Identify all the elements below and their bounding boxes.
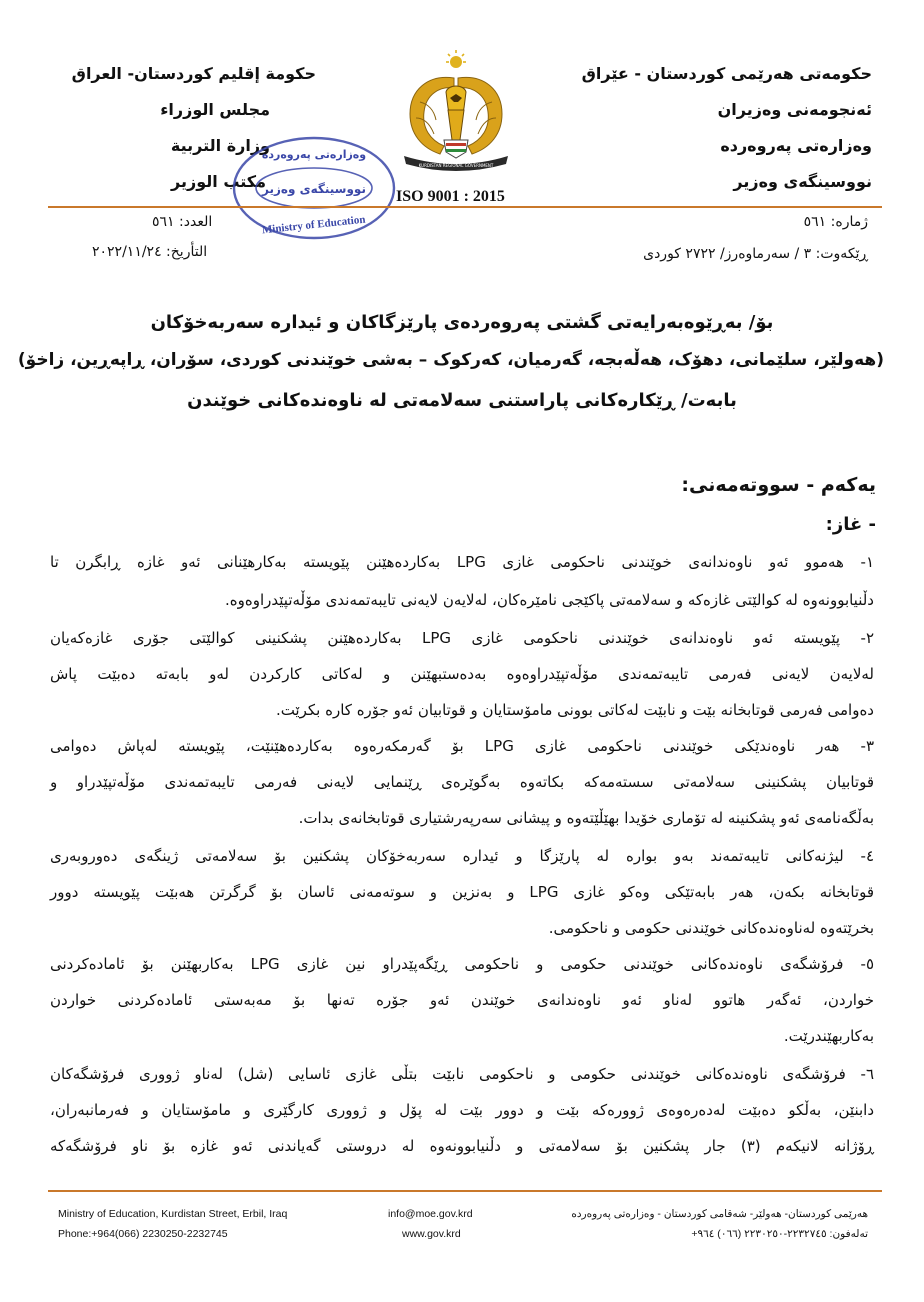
header-arabic-line: مجلس الوزراء [160, 100, 270, 119]
kurdistan-emblem-icon [388, 48, 524, 178]
header-arabic-line: وزارة التربية [170, 136, 270, 155]
paragraph-line: ٦- فرۆشگەی ناوەندەکانی خوێندنی حکومی و ناحکومی نابێت بتڵی غازی ئاسایی (شل) لەناو ژووری فرۆشگەکان [50, 1065, 874, 1083]
stamp-middle-text: نووسینگەی وەزیر [262, 182, 366, 196]
paragraph-line: ڕۆژانە لانیکەم (٣) جار پشکنین بۆ سەلامەتی و دڵنیابوونەوە لە دروستی گەیاندنی ئەو غازە بۆ ناو فرۆشگەکە [50, 1137, 874, 1155]
paragraph-line: بخرێتەوە لەناوەندەکانی خوێندنی حکومی و ناحکومی. [548, 919, 874, 937]
reference-date-ar: التأريخ: ٢٠٢٢/١١/٢٤ [92, 244, 208, 260]
paragraph-line: بەڵگەنامەی ئەو پشکنینە لە تۆماری خۆیدا بهێڵێتەوە و پیشانی سەرپەرشتیاری قوتابخانەی بدات. [298, 809, 874, 827]
subsection-title: - غاز: [825, 514, 876, 535]
subject-line: بابەت/ ڕێکارەکانی پاراستنی سەلامەتی لە ناوەندەکانی خوێندن [187, 390, 737, 411]
paragraph-line: ٥- فرۆشگەی ناوەندەکانی خوێندنی حکومی و ناحکومی ڕێگەپێدراو نین غازی LPG بەکاربهێنن بۆ ئامادەکردنی [50, 955, 875, 973]
header-arabic-line: مكتب الوزير [171, 172, 266, 191]
iso-certification: ISO 9001 : 2015 [396, 188, 505, 205]
header-kurdish-line: وەزارەتی پەروەردە [720, 136, 872, 155]
section-title: یەکەم - سووتەمەنی: [681, 474, 876, 496]
paragraph-line: ٣- هەر ناوەندێکی خوێندنی ناحکومی غازی LPG بۆ گەرمکەرەوە بەکاردەهێنێت، پێویستە لەپاش دەوامی [50, 737, 874, 755]
paragraph-line: دەوامی فەرمی قوتابخانە بێت و نابێت لەکاتی بوونی مامۆستایان و قوتابیان ئەو جۆرە کارە بکرێت. [275, 701, 874, 719]
paragraph-line: قوتابیان پشکنینی سەلامەتی سستەمەکە بکاتەوە بەگوێرەی ڕێنمایی لایەنی فەرمی تایبەتمەندی مۆڵەتپێدراو و [50, 773, 874, 791]
paragraph-line: لەلایەن لایەنی فەرمی تایبەتمەندی مۆڵەتپێدراوەوە بەدەستبهێنن و لەکاتی کارکردن لەو بابەتە دەبێت پاش [50, 665, 874, 683]
stamp-top-text: وەزارەتی پەروەردە [261, 148, 367, 161]
footer-phone-en: Phone:+964(066) 2230250-2232745 [58, 1228, 228, 1240]
header-kurdish-line: حکومەتی هەرێمی کوردستان - عێراق [581, 64, 872, 83]
paragraph-line: دابنێن، بەڵکو دەبێت لەدەرەوەی ژوورەکە بێت و دوور بێت لە پۆل و ژووری کارگێری و مامۆستایان و فەرمانبەران، [50, 1101, 874, 1119]
footer-website[interactable]: www.gov.krd [402, 1228, 461, 1240]
reference-number-ar: العدد: ٥٦١ [152, 214, 213, 230]
header-arabic-line: حكومة إقليم كوردستان- العراق [71, 64, 316, 83]
paragraph-line: ٤- لیژنەکانی تایبەتمەند بەو بوارە لە پارێزگا و ئیدارە سەربەخۆکان پشکنین بۆ سەلامەتی ژینگەی دەوروبەری [50, 847, 874, 865]
paragraph-line: دڵنیابوونەوە لە کوالێتی غازەکە و سەلامەتی پاکێجی نامێرەکان، لەلایەن لایەنی تایبەتمەندی مۆڵەتپێدراوەوە. [225, 591, 874, 609]
paragraph-line: قوتابخانە بکەن، هەر بابەتێکی وەکو غازی LPG و بەنزین و سوتەمەنی ئاسان بۆ گرگرتن هەبێت پێویستە دوور [50, 883, 875, 901]
header-kurdish-line: نووسینگەی وەزیر [733, 172, 872, 191]
paragraph-line: ٢- پێویستە ئەو ناوەندانەی خوێندنی ناحکومی غازی LPG بەکاردەهێنن پشکنینی کوالێتی جۆری غازەکەیان [50, 629, 874, 647]
svg-text:KURDISTAN REGIONAL GOVERNMENT: KURDISTAN REGIONAL GOVERNMENT [418, 163, 494, 168]
recipient-regions: (هەولێر، سلێمانی، دهۆک، هەڵەبجە، گەرمیان، کەرکوک – بەشی خوێندنی کوردی، سۆران، ڕاپەڕین، زاخۆ) [17, 350, 884, 370]
footer-phone-ku: تەلەفون: ٢٢٣٢٧٤٥-٢٢٣٠٢٥٠ (٠٦٦) ٩٦٤+ [691, 1228, 868, 1240]
recipient-line: بۆ/ بەڕێوەبەرایەتی گشتی پەروەردەی پارێزگاکان و ئیدارە سەربەخۆکان [150, 312, 774, 333]
paragraph-line: ١- هەموو ئەو ناوەندانەی خوێندنی ناحکومی غازی LPG بەکاردەهێنن پێویستە بەکارهێنانی ئەو غازە ڕابگرن تا [50, 553, 874, 571]
stamp-bottom-text: Ministry of Education [261, 213, 366, 237]
footer-address-en: Ministry of Education, Kurdistan Street, Erbil, Iraq [58, 1208, 288, 1220]
reference-number-ku: ژمارە: ٥٦١ [803, 214, 868, 230]
reference-date-ku: ڕێکەوت: ٣ / سەرماوەرز/ ٢٧٢٢ کوردی [643, 246, 868, 262]
footer-address-ku: هەرێمی کوردستان- هەولێر- شەقامی کوردستان - وەزارەتی پەروەردە [571, 1208, 868, 1220]
paragraph-line: بەکاربهێندرێت. [783, 1027, 874, 1045]
header-kurdish-line: ئەنجومەنی وەزیران [717, 100, 872, 119]
footer-email[interactable]: info@moe.gov.krd [388, 1208, 473, 1220]
header-kurdish [542, 56, 872, 200]
paragraph-line: خواردن، ئەگەر هاتوو لەناو ئەو ناوەندانەی خوێندن ئەو جۆرە تەنها بۆ مەبەستی ئامادەکردنی خواردن [50, 991, 874, 1009]
footer-divider [48, 1190, 882, 1192]
ministry-stamp [230, 134, 398, 242]
header-divider [48, 206, 882, 208]
